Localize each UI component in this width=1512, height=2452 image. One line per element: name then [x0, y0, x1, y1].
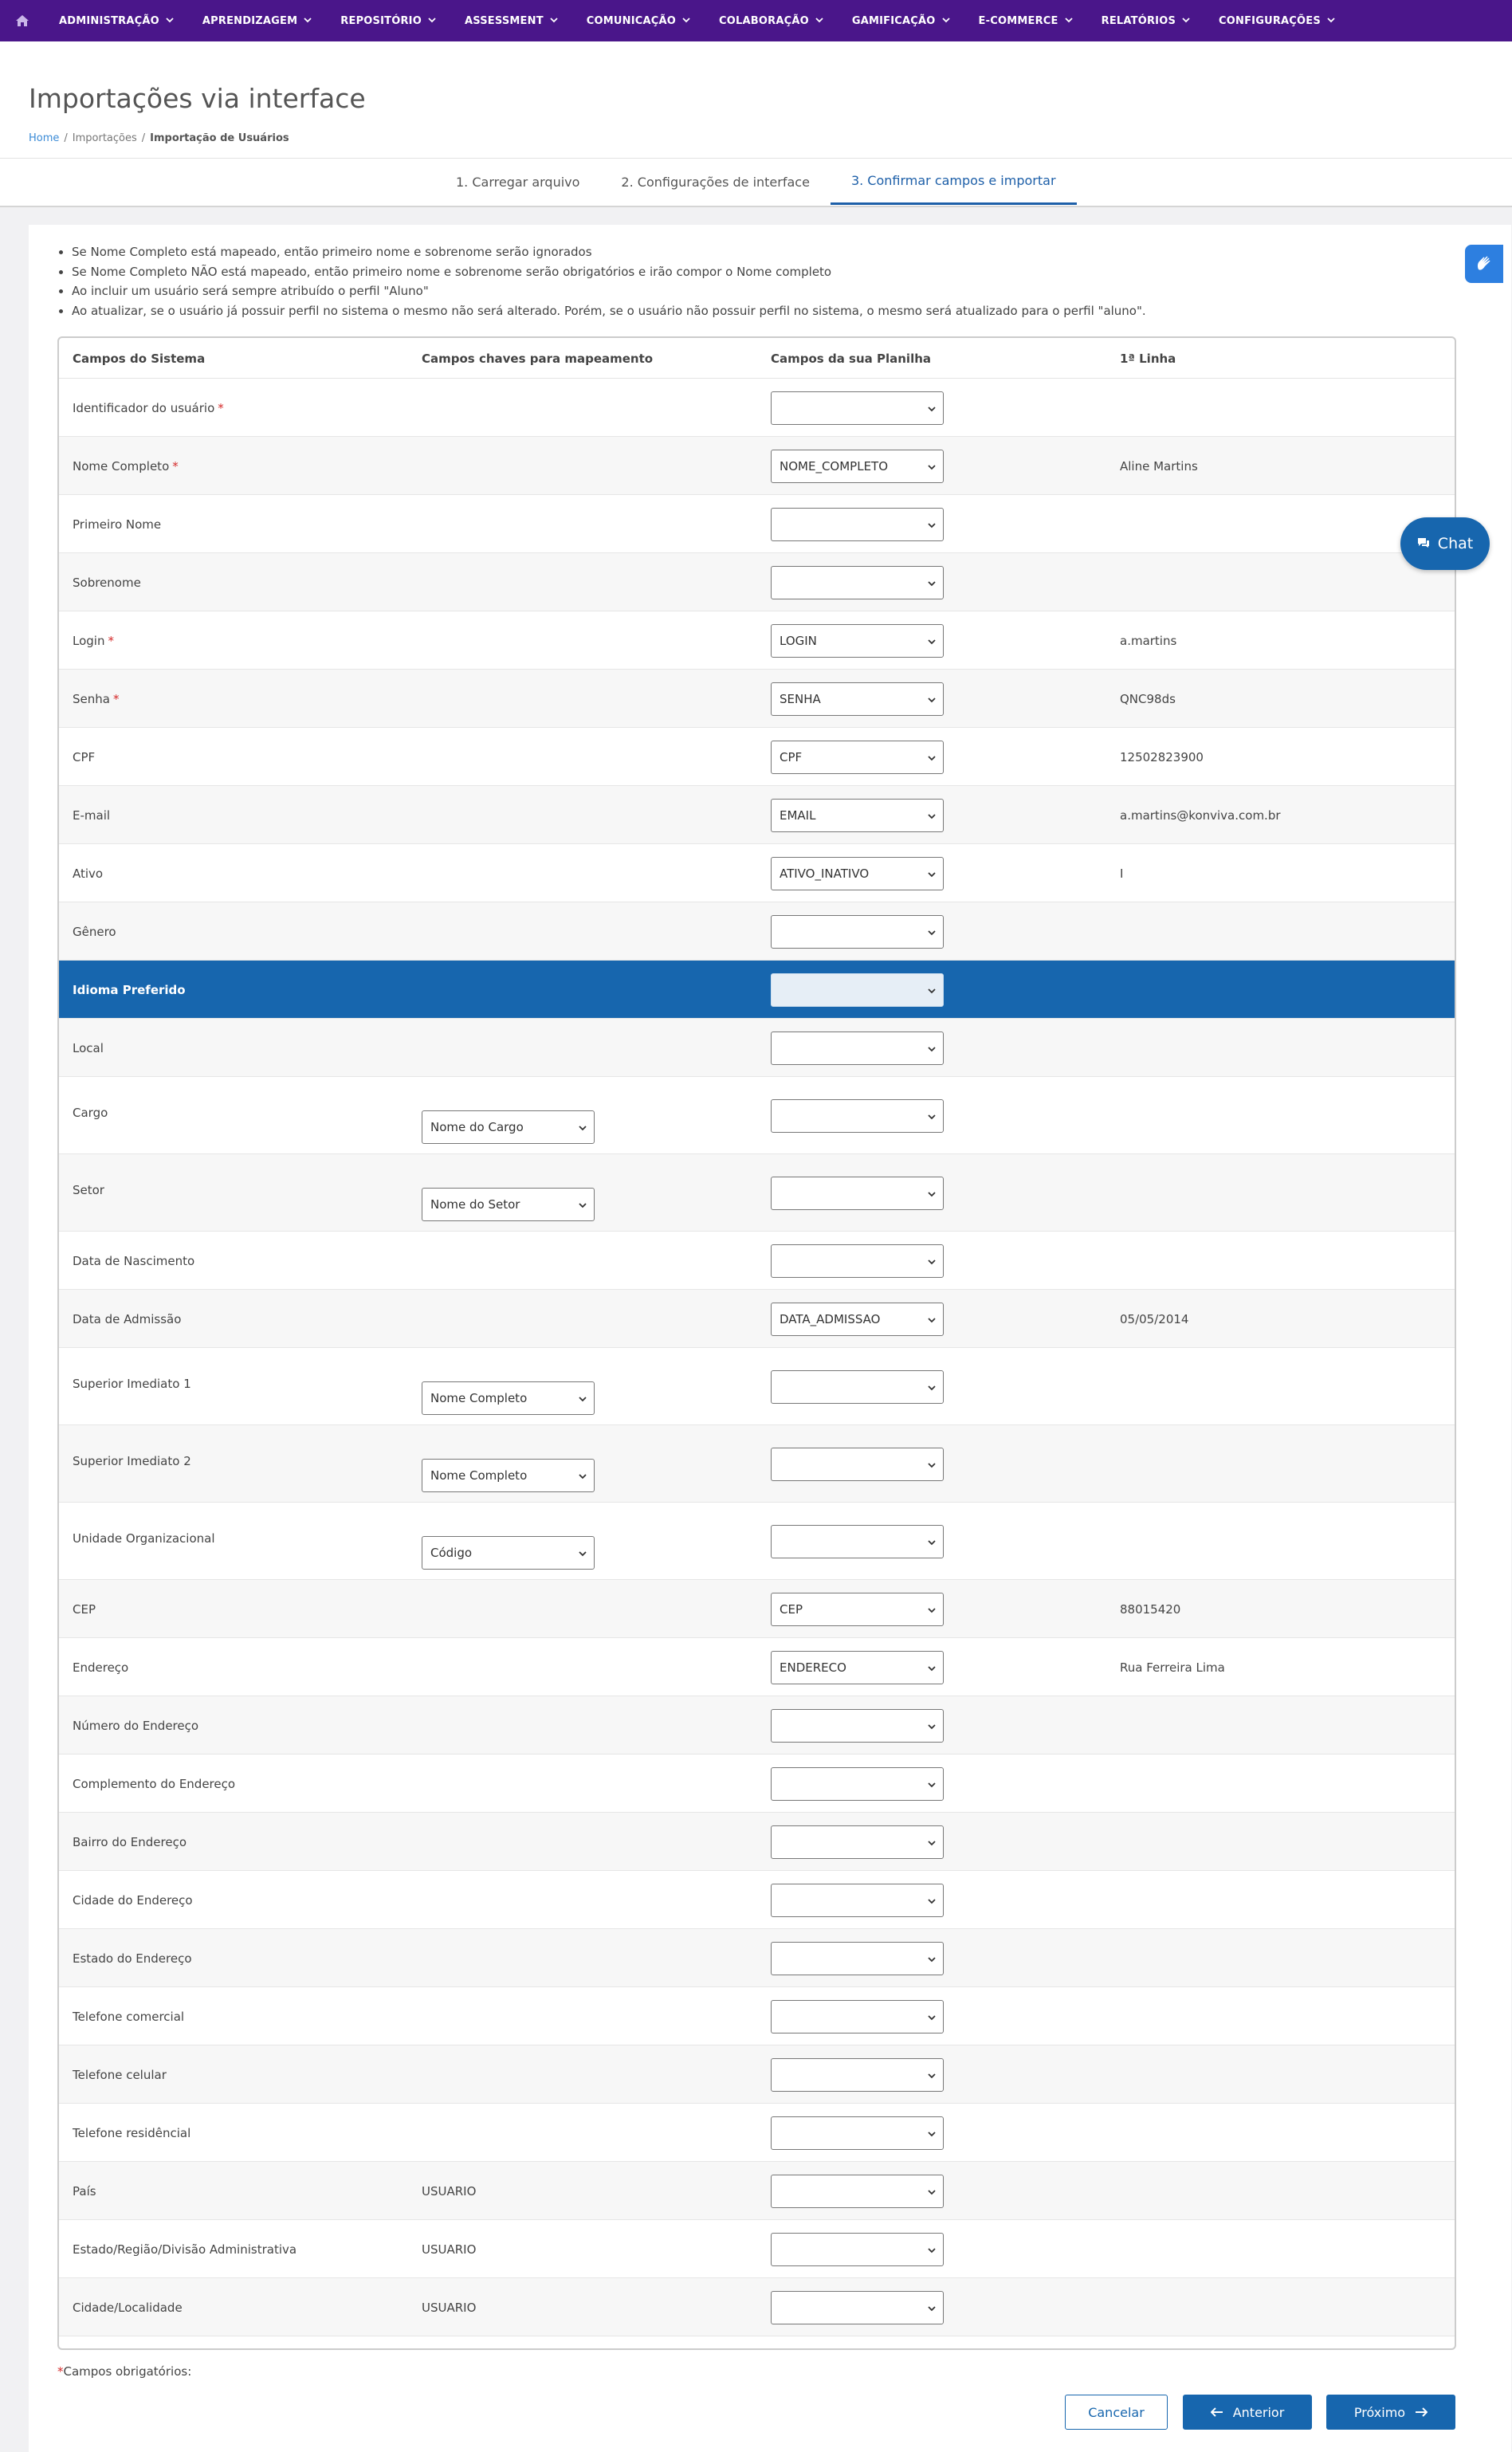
system-field-label [73, 1602, 96, 1617]
system-field-text: E-mail [73, 808, 111, 823]
breadcrumb-separator: / [64, 132, 68, 144]
sheet-field-select[interactable] [771, 2291, 944, 2324]
next-button[interactable] [1326, 2395, 1455, 2430]
nav-menu-label: ASSESSMENT [464, 14, 544, 27]
system-field-label [73, 459, 179, 474]
nav-menu-item[interactable] [326, 0, 450, 41]
system-field-label [73, 925, 116, 939]
sheet-field-select[interactable] [771, 2000, 944, 2034]
table-row [59, 553, 1455, 611]
cancel-button-label: Cancelar [1088, 2404, 1145, 2420]
sheet-field-select[interactable] [771, 857, 944, 890]
table-row [59, 1813, 1455, 1871]
previous-button[interactable] [1183, 2395, 1312, 2430]
system-field-label [73, 1660, 128, 1675]
next-button-label: Próximo [1353, 2404, 1406, 2420]
first-row-value: 05/05/2014 [1120, 1312, 1189, 1326]
sheet-field-select[interactable] [771, 799, 944, 832]
system-field-text: Primeiro Nome [73, 517, 162, 532]
key-field-select[interactable] [422, 1188, 595, 1221]
table-header [59, 338, 1455, 379]
system-field-text: Local [73, 1041, 104, 1055]
nav-menu-label: COMUNICAÇÃO [586, 14, 677, 27]
nav-menu-label: APRENDIZAGEM [202, 14, 298, 27]
nav-menu-label: GAMIFICAÇÃO [851, 14, 936, 27]
nav-menu-item[interactable] [964, 0, 1087, 41]
table-row [59, 1232, 1455, 1290]
note-item: • Ao incluir um usuário será sempre atribuído o perfil "Aluno" [72, 281, 1146, 301]
required-mark: * [172, 459, 179, 474]
header-sheet-fields: Campos da sua Planilha [771, 352, 932, 366]
key-field-select[interactable] [422, 1459, 595, 1492]
table-row [59, 1755, 1455, 1813]
key-field-text: USUARIO [422, 2184, 477, 2199]
note-item: • Se Nome Completo está mapeado, então primeiro nome e sobrenome serão ignorados [72, 242, 1146, 262]
system-field-text: Superior Imediato 2 [73, 1454, 191, 1468]
header-system-fields: Campos do Sistema [73, 352, 206, 366]
system-field-text: Cidade do Endereço [73, 1893, 193, 1908]
key-field-select[interactable] [422, 1110, 595, 1144]
chevron-down-icon [1182, 15, 1190, 27]
nav-menu-label: COLABORAÇÃO [719, 14, 809, 27]
nav-menu-item[interactable] [705, 0, 838, 41]
table-row [59, 611, 1455, 670]
header-first-row: 1ª Linha [1120, 352, 1176, 366]
system-field-text: Número do Endereço [73, 1719, 199, 1733]
sheet-field-select[interactable] [771, 915, 944, 949]
system-field-label [73, 1183, 104, 1197]
table-row [59, 1696, 1455, 1755]
field-mapping-table [57, 336, 1456, 2350]
cancel-button[interactable] [1065, 2395, 1168, 2430]
import-notes [72, 242, 1146, 320]
sheet-field-select-value: SENHA [780, 692, 821, 706]
system-field-text: Unidade Organizacional [73, 1531, 215, 1546]
system-field-text: CEP [73, 1602, 96, 1617]
first-row-value: a.martins [1120, 634, 1177, 648]
table-row [59, 786, 1455, 844]
system-field-label [73, 866, 103, 881]
table-row [59, 379, 1455, 437]
sheet-field-select-value: EMAIL [780, 808, 816, 823]
table-row [59, 495, 1455, 553]
required-mark: * [108, 634, 114, 648]
nav-menu-label: ADMINISTRAÇÃO [59, 14, 159, 27]
table-row [59, 1019, 1455, 1077]
nav-menu-label: CONFIGURAÇÕES [1219, 14, 1321, 27]
system-field-text: Cargo [73, 1106, 108, 1120]
system-field-text: Estado do Endereço [73, 1951, 192, 1966]
sheet-field-select[interactable] [771, 391, 944, 425]
system-field-label [73, 2184, 96, 2199]
sheet-field-select[interactable] [771, 2233, 944, 2266]
required-mark: * [57, 2364, 64, 2379]
main-menu [45, 0, 1349, 41]
required-mark: * [112, 692, 120, 706]
sheet-field-select[interactable] [771, 1942, 944, 1975]
key-field-text: USUARIO [422, 2242, 477, 2257]
sheet-field-select[interactable] [771, 1525, 944, 1558]
system-field-text: Gênero [73, 925, 116, 939]
table-row [59, 2336, 1455, 2350]
sheet-field-select[interactable] [771, 566, 944, 599]
system-field-label [73, 750, 95, 764]
nav-menu-item[interactable] [1087, 0, 1204, 41]
system-field-label [73, 1254, 194, 1268]
table-row [59, 2220, 1455, 2278]
system-field-label [73, 2242, 297, 2257]
sheet-field-select[interactable] [771, 1709, 944, 1743]
nav-menu-item[interactable] [1204, 0, 1349, 41]
key-field-select-value: Nome Completo [430, 1391, 528, 1405]
system-field-text: Estado/Região/Divisão Administrativa [73, 2242, 297, 2257]
required-legend [57, 2364, 191, 2379]
table-row [59, 2104, 1455, 2162]
first-row-value: 12502823900 [1120, 750, 1204, 764]
key-field-select-value: Código [430, 1546, 473, 1560]
sheet-field-select[interactable] [771, 1031, 944, 1065]
key-field-select[interactable] [422, 1381, 595, 1415]
sheet-field-select[interactable] [771, 624, 944, 658]
sheet-field-select[interactable] [771, 508, 944, 541]
sheet-field-select-value: CPF [780, 750, 803, 764]
first-row-value: I [1120, 866, 1124, 881]
step-interface-settings[interactable]: 2. Configurações de interface [621, 174, 810, 190]
breadcrumb-current: Importação de Usuários [150, 132, 289, 144]
system-field-label [73, 576, 141, 590]
table-row [59, 670, 1455, 728]
sheet-field-select[interactable] [771, 1370, 944, 1404]
system-field-label [73, 1531, 215, 1546]
chat-button[interactable] [1400, 517, 1490, 570]
table-row [59, 728, 1455, 786]
content-card [29, 225, 1511, 2452]
chevron-down-icon [166, 15, 174, 27]
table-row [59, 1503, 1455, 1580]
table-row [59, 1987, 1455, 2045]
table-row [59, 1638, 1455, 1696]
sheet-field-select[interactable] [771, 1244, 944, 1278]
system-field-text: Setor [73, 1183, 104, 1197]
system-field-label [73, 401, 224, 415]
page-title: Importações via interface [29, 83, 366, 114]
sheet-field-select[interactable] [771, 1099, 944, 1133]
table-row [59, 1154, 1455, 1232]
table-row [59, 1425, 1455, 1503]
nav-menu-label: REPOSITÓRIO [340, 14, 422, 27]
chevron-down-icon [815, 15, 823, 27]
first-row-value: QNC98ds [1120, 692, 1176, 706]
sheet-field-select[interactable] [771, 1825, 944, 1859]
system-field-text: Nome Completo [73, 459, 170, 474]
system-field-text: Cidade/Localidade [73, 2301, 183, 2315]
system-field-text: Telefone comercial [73, 2010, 185, 2024]
nav-menu-item[interactable] [188, 0, 326, 41]
nav-menu-item[interactable] [45, 0, 188, 41]
sheet-field-select[interactable] [771, 1593, 944, 1626]
system-field-label [73, 2068, 167, 2082]
table-row [59, 1290, 1455, 1348]
system-field-text: Identificador do usuário [73, 401, 215, 415]
table-row [59, 437, 1455, 495]
table-row [59, 1871, 1455, 1929]
nav-menu-label: E-COMMERCE [978, 14, 1058, 27]
system-field-text: Data de Nascimento [73, 1254, 195, 1268]
sheet-field-select[interactable] [771, 450, 944, 483]
system-field-label [73, 2126, 190, 2140]
chevron-down-icon [550, 15, 558, 27]
table-row [59, 2162, 1455, 2220]
sheet-field-select[interactable] [771, 1767, 944, 1801]
sheet-field-select[interactable] [771, 741, 944, 774]
sheet-field-select-value: ENDERECO [780, 1660, 846, 1675]
key-field-select-value: Nome do Setor [430, 1197, 520, 1212]
system-field-text: Login [73, 634, 105, 648]
system-field-label [73, 1312, 181, 1326]
chat-icon [1417, 535, 1430, 552]
wizard-steps [435, 159, 1077, 205]
system-field-text: Telefone celular [73, 2068, 167, 2082]
breadcrumb-home[interactable]: Home [29, 132, 60, 144]
system-field-label [73, 1377, 191, 1391]
sheet-field-select[interactable] [771, 2349, 944, 2350]
system-field-text: Complemento do Endereço [73, 1777, 236, 1791]
system-field-text: Sobrenome [73, 576, 141, 590]
required-legend-text: Campos obrigatórios: [63, 2364, 192, 2379]
table-row [59, 902, 1455, 961]
system-field-text: Endereço [73, 1660, 129, 1675]
sheet-field-select-value: LOGIN [780, 634, 817, 648]
sheet-field-select[interactable] [771, 2116, 944, 2150]
system-field-label [73, 983, 186, 997]
system-field-text: Superior Imediato 1 [73, 1377, 191, 1391]
sheet-field-select[interactable] [771, 2175, 944, 2208]
step-upload-file[interactable]: 1. Carregar arquivo [456, 174, 580, 190]
table-row [59, 844, 1455, 902]
first-row-value: a.martins@konviva.com.br [1120, 808, 1281, 823]
sheet-field-select-value: ATIVO_INATIVO [780, 866, 870, 881]
sheet-field-select[interactable] [771, 1177, 944, 1210]
first-row-value: Aline Martins [1120, 459, 1198, 474]
sheet-field-select[interactable] [771, 2058, 944, 2092]
system-field-text: Telefone residêncial [73, 2126, 191, 2140]
nav-menu-item[interactable] [450, 0, 572, 41]
table-row [59, 1580, 1455, 1638]
key-field-select-value: Nome Completo [430, 1468, 528, 1483]
key-field-text: USUARIO [422, 2301, 477, 2315]
nav-menu-item[interactable] [838, 0, 964, 41]
table-row [59, 1929, 1455, 1987]
system-field-text: Senha [73, 692, 110, 706]
nav-menu-item[interactable] [572, 0, 705, 41]
chevron-down-icon [1327, 15, 1335, 27]
system-field-label [73, 634, 114, 648]
system-field-label [73, 1719, 198, 1733]
system-field-text: Ativo [73, 866, 104, 881]
key-field-select-value: Nome do Cargo [430, 1120, 524, 1134]
system-field-text: CPF [73, 750, 96, 764]
sheet-field-select-value: DATA_ADMISSAO [780, 1312, 881, 1326]
breadcrumb-separator: / [141, 132, 146, 144]
chevron-down-icon [682, 15, 690, 27]
sheet-field-select-value: CEP [780, 1602, 803, 1617]
chevron-down-icon [428, 15, 436, 27]
sign-language-icon[interactable] [1465, 245, 1503, 283]
system-field-label [73, 1454, 191, 1468]
sheet-field-select[interactable] [771, 1303, 944, 1336]
system-field-label [73, 517, 161, 532]
system-field-label [73, 1777, 235, 1791]
home-icon[interactable] [0, 0, 45, 41]
system-field-text: Bairro do Endereço [73, 1835, 187, 1849]
table-row [59, 2045, 1455, 2104]
chevron-down-icon [1065, 15, 1073, 27]
key-field-select[interactable] [422, 1536, 595, 1570]
previous-button-label: Anterior [1232, 2404, 1285, 2420]
first-row-value: Rua Ferreira Lima [1120, 1660, 1225, 1675]
system-field-text: País [73, 2184, 96, 2199]
sheet-field-select[interactable] [771, 1651, 944, 1684]
sheet-field-select-value: NOME_COMPLETO [780, 459, 889, 474]
nav-menu-label: RELATÓRIOS [1101, 14, 1176, 27]
system-field-text: Data de Admissão [73, 1312, 182, 1326]
sheet-field-select[interactable] [771, 1448, 944, 1481]
page-header [0, 41, 1512, 207]
chevron-down-icon [304, 15, 312, 27]
sheet-field-select[interactable] [771, 1884, 944, 1917]
system-field-label [73, 692, 119, 706]
table-row [59, 961, 1455, 1019]
table-row [59, 1348, 1455, 1425]
system-field-label [73, 1041, 104, 1055]
chevron-down-icon [942, 15, 950, 27]
header-key-fields: Campos chaves para mapeamento [422, 352, 654, 366]
system-field-label [73, 808, 110, 823]
system-field-label [73, 1893, 193, 1908]
arrow-left-icon [1211, 2405, 1223, 2420]
step-confirm-import[interactable]: 3. Confirmar campos e importar [831, 159, 1077, 205]
breadcrumb-parent[interactable]: Importações [72, 132, 137, 144]
top-navigation [0, 0, 1512, 41]
system-field-label [73, 2301, 183, 2315]
sheet-field-select[interactable] [771, 973, 944, 1007]
system-field-label [73, 1951, 192, 1966]
required-mark: * [218, 401, 224, 415]
table-row [59, 2278, 1455, 2336]
sheet-field-select[interactable] [771, 682, 944, 716]
system-field-text: Idioma Preferido [73, 983, 186, 997]
breadcrumb [29, 132, 289, 144]
system-field-label [73, 2010, 184, 2024]
note-item: • Se Nome Completo NÃO está mapeado, então primeiro nome e sobrenome serão obrigatórios e irão compor o Nome completo [72, 262, 1146, 282]
note-item: • Ao atualizar, se o usuário já possuir perfil no sistema o mesmo não será alterado. Porém, se o usuário não possuir perfil no sistema, o mesmo será atualizado para o perfil "aluno". [72, 301, 1146, 321]
first-row-value: 88015420 [1120, 1602, 1181, 1617]
chat-label: Chat [1437, 535, 1474, 552]
system-field-label [73, 1106, 108, 1120]
arrow-right-icon [1415, 2405, 1428, 2420]
table-row [59, 1077, 1455, 1154]
system-field-label [73, 1835, 187, 1849]
